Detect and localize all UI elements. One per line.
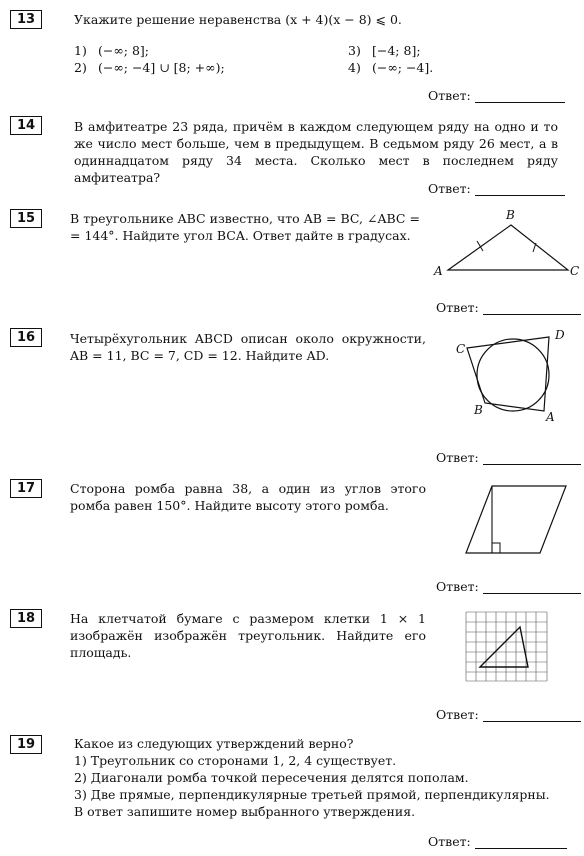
- statement-2: 2) Диагонали ромба точкой пересечения делятся пополам.: [74, 770, 469, 785]
- answer-line[interactable]: [483, 709, 581, 722]
- problem-question: Какое из следующих утверждений верно?: [74, 736, 354, 751]
- problem-number: 16: [10, 328, 42, 347]
- answer-line[interactable]: [483, 452, 581, 465]
- grid-triangle-figure: [466, 612, 548, 682]
- answer-line[interactable]: [475, 90, 565, 103]
- vertex-label-c: C: [570, 264, 580, 278]
- option-text: [−4; 8];: [372, 43, 421, 58]
- statement-3: 3) Две прямые, перпендикулярные третьей прямой, перпендикулярны.: [74, 787, 550, 802]
- answer-label: Ответ:: [428, 181, 471, 196]
- problem-number: 19: [10, 735, 42, 754]
- vertex-label-b: B: [474, 403, 483, 417]
- vertex-label-a: A: [434, 264, 443, 278]
- statement-1: 1) Треугольник со сторонами 1, 2, 4 существует.: [74, 753, 397, 768]
- answer-line[interactable]: [483, 302, 581, 315]
- answer-label: Ответ:: [428, 834, 471, 849]
- inscribed-circle: [477, 339, 549, 411]
- problem-number: 14: [10, 116, 42, 135]
- answer-field[interactable]: [436, 451, 581, 465]
- problem-text: Четырёхугольник ABCD описан около окружности, AB = 11, BC = 7, CD = 12. Найдите AD.: [70, 331, 426, 363]
- problem-number: 13: [10, 10, 42, 29]
- rhombus: [466, 486, 566, 553]
- triangle-abc: [448, 225, 568, 270]
- answer-label: Ответ:: [436, 707, 479, 722]
- option-number: 3): [348, 43, 361, 58]
- answer-field[interactable]: [436, 580, 581, 594]
- answer-label: Ответ:: [436, 300, 479, 315]
- problem-number: 15: [10, 209, 42, 228]
- answer-label: Ответ:: [428, 88, 471, 103]
- problem-number: 17: [10, 479, 42, 498]
- circumscribed-quadrilateral-figure: [455, 325, 580, 425]
- option-3: [348, 42, 421, 59]
- vertex-label-a: A: [546, 410, 555, 424]
- problem-text: В амфитеатре 23 ряда, причём в каждом следующем ряду на одно и то же число мест больше, чем в предыдущем. В седьмом ряду 26 мест, а в одиннадцатом ряду 34 места. Сколько мест в последнем ряду амфитеатра?: [74, 119, 558, 185]
- problem-text: Сторона ромба равна 38, а один из углов этого ромба равен 150°. Найдите высоту этого ромба.: [70, 481, 426, 513]
- option-number: 2): [74, 60, 87, 75]
- option-1: [74, 42, 149, 59]
- problem-text: В треугольнике ABC известно, что AB = BC, ∠ABC = = 144°. Найдите угол BCA. Ответ дайте в градусах.: [70, 211, 420, 243]
- option-text: (−∞; −4] ∪ [8; +∞);: [98, 60, 225, 75]
- answer-line[interactable]: [475, 836, 567, 849]
- grid-lines: [466, 612, 547, 681]
- vertex-label-b: B: [506, 208, 515, 222]
- right-angle-mark: [492, 543, 500, 553]
- isosceles-triangle-figure: [430, 205, 580, 280]
- option-4: [348, 59, 433, 76]
- vertex-label-d: D: [555, 328, 565, 342]
- rhombus-figure: [460, 480, 570, 560]
- tick-mark-bc: [533, 243, 536, 252]
- option-number: 1): [74, 43, 87, 58]
- vertex-label-c: C: [456, 342, 466, 356]
- answer-label: Ответ:: [436, 450, 479, 465]
- answer-line[interactable]: [483, 581, 581, 594]
- problem-text: На клетчатой бумаге с размером клетки 1 × 1 изображён изображён треугольник. Найдите его площадь.: [70, 611, 426, 660]
- answer-field[interactable]: [428, 182, 565, 196]
- triangle: [480, 627, 528, 667]
- option-2: [74, 59, 225, 76]
- answer-field[interactable]: [428, 835, 567, 849]
- answer-field[interactable]: [436, 708, 581, 722]
- problem-question: Укажите решение неравенства (x + 4)(x − 8) ⩽ 0.: [74, 12, 402, 27]
- answer-label: Ответ:: [436, 579, 479, 594]
- answer-field[interactable]: [428, 89, 565, 103]
- answer-field[interactable]: [436, 301, 581, 315]
- answer-line[interactable]: [475, 183, 565, 196]
- problem-number: 18: [10, 609, 42, 628]
- option-text: (−∞; −4].: [372, 60, 434, 75]
- problem-instruction: В ответ запишите номер выбранного утверждения.: [74, 804, 416, 819]
- option-text: (−∞; 8];: [98, 43, 149, 58]
- option-number: 4): [348, 60, 361, 75]
